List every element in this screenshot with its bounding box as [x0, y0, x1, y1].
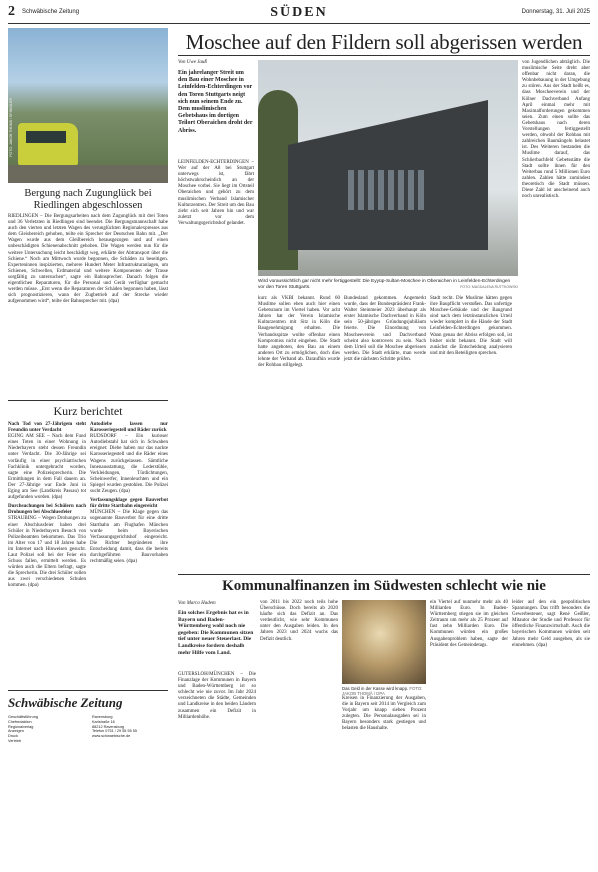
left-article-body: RIEDLINGEN – Die Bergungsarbeiten nach dem Zugunglück mit drei Toten und 36 Verletzten in Riedlingen sind beendet. Die Bergungsmannschaft habe auch den vierten und letzten Wagen des verunglückten Regionalexpresses aus dem Gleisbereich gehoben, teilte ein Sprecher der Deutschen Bahn mit. „Der Wagen wurde aus dem Gleilbereich herausgezogen und auf einen unbeschädigten Schienenabschnitt gehoben. Die Wagen werden nun für die weitere Untersuchung leicht beschädigt weg, erklärte der Abtransport über die Schiene.“ Noch am Mittwoch wurde begonnen, die Schäden zu beseitigen. Experteninnen inspizierten, mehrere Hundert Meter Infrastrukturanlagen, um Schienen, Schwellen, Erdmaterial und weitere Komponenten der Trasse sorgfältig zu untersuchen“, sagte ein Bahnsprecher. Danach folgen die eigentlichen Reparaturen, für die Personal und Gerät verfügbar gemacht werden müsse. „Erst wenn die Reparaturen der Schäden begonnen haben, lässt sich prognostizieren, wann der Zugbetrieb auf der Strecke wieder aufgenommen wird“, teilte der Bahnsprecher mit. (dpa)	[8, 214, 168, 305]
kurz-berichtet-heading: Kurz berichtet	[53, 404, 123, 418]
imprint-col-1: Geschäftsführung Chefredaktion Regionalverlag Anzeigen Druck Vertrieb	[8, 715, 38, 743]
main-col-right: von Jugendlichen abträglich. Die muslimische Seite dreht aber offenbar nicht daran, die Wohnbebauung in der Umgebung zu stören. Aus der Stadt heißt es, dass Moscheeverein und der Kölner Dachverband Anfang April einmal mehr mit Maximalforderungen gekommen seien. Zum einen sollte das Gebetshaus nach deren Vorstellungen fertiggestellt werden, obwohl der Rohbau mit zahlreichen Baumängeln belastet ist. Des Weiteren bestanden die Muslime darauf, das Schlierbachfeld Gebetsstätte die Stadt sollte ihnen für den Weiterbau rund 5 Millionen Euro zahlen. Zahlen hätte zumindest theoretisch die Stadt müssen. Diese Zahl ist anscheinend auch noch unrealistisch.	[522, 60, 590, 200]
brief-text: STRAUBING – Wegen Drohungen zu einer Abschlussfeier haben drei Schüler in Niederbayern Besuch von Polizeibeamten bekommen. Das Trio im Alter von 17 und 18 Jahren habe im Internet nach Hinweisen gesucht. Laut Polizei soll bei der Feier ein Schuss fallen, ermittelt werden. Es würden auch die Eltern befragt, sagte die Sprecherin. Die drei Schüler sollen aus zwei verschiedenen Schulen kommen. (dpa)	[8, 516, 86, 589]
main-headline: Moschee auf den Fildern soll abgerissen werden	[185, 30, 583, 54]
main-lead: Ein jahrelanger Streit um den Bau einer Moschee in Leinfelden-Echterdingen vor den Toren Stuttgarts neigt sich nun seinem Ende zu. Dem muslimischen Gebetshaus im dortigen Teilort Oberaichen droht der Abriss.	[178, 70, 253, 134]
brief-text: MÜNCHEN – Die Klage gegen das sogenannte Bauverbot für eine dritte Startbahn am Flughafen München wurde beim Bayerischen Verfassungsgerichtshof eingereicht. Die Richter begründeten ihre Entscheidung damit, dass die bereits durchgeführten Bauvorhaben rechtmäßig seien. (dpa)	[90, 510, 168, 565]
divider	[178, 55, 590, 56]
second-byline: Von Marco Hadem	[178, 601, 216, 606]
second-col-2: von 2011 bis 2022 noch teils hohe Überschüsse. Doch bereits ab 2020 häufte sich das Defizit an. Das verdeutlicht, wie sehr Kommunen unter den Ausgaben leiden. In den Jahren 2023 und 2024 wuchs das Defizit deutlich.	[260, 600, 338, 642]
brief-text: RUDSDORF – Ein kurioser Autodiebstahl hat sich in Schwaben ereignet: Diebe haben nur das nackte Karosseriegestell und die Räder eines Wagens zurückgelassen. Sämtliche Innenausstattung, die Lederstühle, Verkleidungen, Türdichtungen, Scheinwerfer, Innenleuchten und ein Spiegel wurden gestohlen. Die Polizei sucht Zeugen. (dpa)	[90, 434, 168, 495]
brief-title: Durchsuchungen bei Schülern nach Drohungen bei Abschlussfeier	[8, 504, 86, 516]
imprint-col-2: Ravensburg Karlstraße 16 88212 Ravensburg Telefon 0751 / 29 55 55 55 www.schwaebische.de	[92, 715, 137, 739]
main-col-4: Stadt recht. Die Muslime hätten gegen ihre Baupflicht verstoßen. Das unfertige Moschee-Gebäude und der Baugrund sind nach dem letztinstanzlichen Urteil wieder komplett in die Hände der Stadt Leinfelden-Echterdingen gekommen. Wann genau der Abriss erfolgen soll, ist bisher nicht bekannt. Die Stadt will zunächst die Entscheidung analysieren und mit den Beteiligten sprechen.	[430, 296, 512, 356]
train-accident-photo	[8, 28, 168, 183]
mosque-building-shape	[288, 100, 488, 250]
photo-caption: Wird voraussichtlich gar nicht mehr fertiggestellt: Die Eyyüp-Sultan-Moschee in Oberaichen in Leinfelden-Echterdingen vor den Toren Stuttgarts.	[258, 279, 511, 290]
divider	[178, 574, 590, 575]
second-col-5: leider auf den ein geopolitischen Spannungen. Das trifft besonders die Gewerbesteuer, sagt René Geißler, Mitautor der Studie und Professor für öffentliche Finanzwirtschaft. Auch die bayerischen Kommunen würden seit Jahren mehr Geld ausgeben, als sie einnehmen. (dpa)	[512, 600, 590, 648]
section-title: SÜDEN	[270, 5, 328, 20]
brief-text: EGING AM SEE – Nach dem Fund eines Toten in einer Wohnung in Niederbayern steht dessen Freundin unter Verdacht. Die 30-Jährige sei vorläufig in einer psychiatrischen Fachklinik untergebracht worden, sagte eine Polizeisprecherin. Die Ermittlungen in dem Fall dauern an. Der 27-Jährige war Ende Juni in Eging am See (Landkreis Passau) tot aufgefunden worden. (dpa)	[8, 434, 86, 501]
brief-column-2	[90, 422, 168, 565]
mosque-photo	[258, 60, 518, 276]
issue-date: Donnerstag, 31. Juli 2025	[521, 9, 590, 15]
brief-title: Verfassungsklage gegen Bauverbot für dritte Startbahn eingereicht	[90, 498, 168, 510]
coins-photo	[342, 600, 426, 684]
page-number: 2	[8, 4, 15, 19]
paper-logo: Schwäbische Zeitung	[8, 695, 123, 710]
left-headline: Bergung nach Zugunglück bei Riedlingen abgeschlossen	[24, 188, 152, 211]
second-col-3: Kreisen in Finanzierung der Ausgaben, die in Bayern seit 2014 im Vergleich zum Vorjahr um knapp sieben Prozent zulegten. Die Personalausgaben sei in Bayern besonders stark gestiegen und belasten die Haushalte.	[342, 696, 426, 732]
second-col-1: GUTERSLOH/MÜNCHEN – Die Finanzlage der Kommunen in Bayern und Baden-Württemberg ist so schlecht wie nie zuvor. Im Jahr 2024 verzeichneten die Städte, Gemeinden und Landkreise in den beiden Ländern zusammen ein Defizit in Milliardenhöhe.	[178, 672, 256, 720]
second-col-4: ein Viertel auf nunmehr mehr als 40 Milliarden Euro. In Baden-Württemberg stiegen sie im gleichen Zeitraum um mehr als 25 Prozent auf fast zehn Milliarden Euro. Die Kommunen würden ein großes Ausgabenproblem haben, sagte der Präsident des Gemeindetags.	[430, 600, 508, 648]
imprint-box	[8, 690, 168, 860]
second-lead: Ein solches Ergebnis hat es in Bayern und Baden-Württemberg wohl noch nie gegeben: Die Kommunen sitzen tief unter neuer Steuerlast. Die Landkreise fordern deshalb mehr Hilfe vom Land.	[178, 610, 254, 656]
main-col-2: kurz als VKBI bekannt. Rund 60 Muslime sollen eben auch hier einen Gebetsraum im Viertel haben. Vor acht Jahren hat der Verein Islamische Kulturzentren mit Sitz in Köln die Baugenehmigung erhalten. Die Verbandsspitze wollte offenbar einen Kompromiss nicht eingehen. Die Stadt hatte angeboten, den Bau an einem anderen Ort zu ermöglichen, doch dies lehnte der Verband ab. Daraufhin wurde der Rohbau stillgelegt.	[258, 296, 340, 369]
photo-credit: FOTO: MAGDALENA RUTTKOWSKI	[460, 285, 518, 289]
paper-name: Schwäbische Zeitung	[22, 9, 80, 15]
brief-column-1	[8, 422, 86, 590]
coins-caption: Das Geld in der Kasse wird knapp. FOTO: JAKOB THOMÄ / DPA	[342, 686, 423, 696]
train-shape	[18, 123, 78, 165]
main-byline: Von Uwe Jauß	[178, 60, 207, 65]
brief-title: Autodiebe lassen nur Karosseriegestell und Räder zurück	[90, 422, 168, 434]
photo-credit: FOTO: JAKOB THOMÄ / SPÄNGLER	[9, 98, 13, 157]
main-col-3: Bundesland gekommen. Angemerkt wurde, dass der Bundespräsident Frank-Walter Steinmeier 2023 überhaupt als erster Islamische Dachverband in Köln sein 50-jähriges Gründungsjubiläum feierte. Die Einordnung von Moscheeverein und Dachverband scheint also kontrovers zu sein. Nach dem Urteil soll die Moschee abgerissen werden. Die Stadt erklärte, man werde jetzt die nächsten Schritte prüfen.	[344, 296, 426, 362]
page-header	[8, 4, 590, 24]
second-headline: Kommunalfinanzen im Südwesten schlecht wie nie	[222, 578, 546, 594]
track-shape	[8, 165, 168, 183]
divider	[8, 400, 168, 401]
main-col-1: LEINFELDEN-ECHTERDINGEN – Wer auf der A8 bei Stuttgart unterwegs ist, fährt höchstwahrscheinlich an der Moschee vorbei. Sie liegt im Ortsteil Oberaichen und gehört zu dem muslimischen Verband Islamischer Kulturzentren. Der Streit um den Bau zieht sich seit Jahren hin und war zuletzt vor dem Verwaltungsgerichtshof gelandet.	[178, 160, 254, 226]
brief-title: Nach Tod von 27-Jährigem steht Freundin unter Verdacht	[8, 422, 86, 434]
